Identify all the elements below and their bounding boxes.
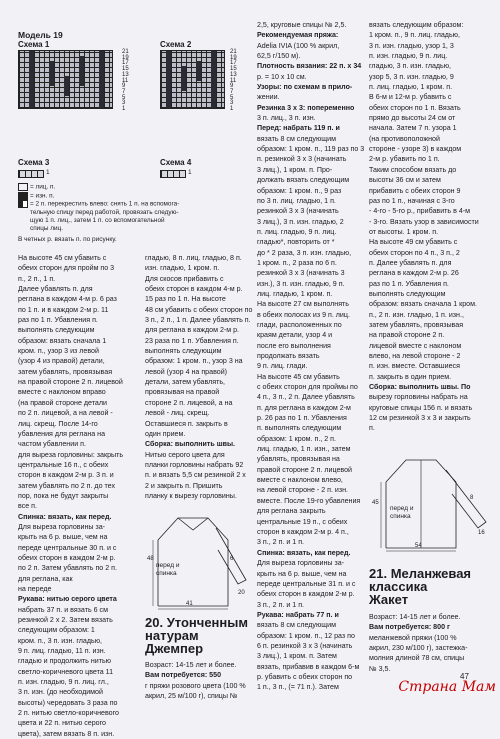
diagram-left-num-b: 6: [230, 556, 234, 562]
col3-line: Узоры: по схемам в прило-: [257, 83, 353, 92]
col1-line: 3 п. изн. (до необходимой: [18, 688, 103, 697]
row-number: 9: [230, 83, 234, 90]
col1-line: 9 п. лиц. гладью, 11 п. изн.: [18, 647, 106, 656]
col4-line: 12 см резинкой 3 х 3 и закрыть: [369, 414, 471, 423]
col4-line: обеих сторон по 1 п. Вязать: [369, 103, 461, 112]
col1-line: для выреза горловины: закрыть: [18, 450, 124, 459]
col4-line: круговые спицы 156 п. и вязать: [369, 403, 473, 412]
col3-line: р. = 10 х 10 см.: [257, 72, 307, 81]
article-21-intro: [369, 612, 467, 674]
col3b-line: р. убавить с обеих сторон по: [257, 673, 353, 682]
row-number: 5: [122, 94, 126, 101]
col2-line: левой (узор 4 на правой): [145, 367, 228, 376]
col3-line: центральные 19 п., с обеих: [257, 517, 348, 526]
col4-line: - 3-го. Вязать узор в зависимости: [369, 217, 479, 226]
row-number: 11: [230, 77, 237, 84]
col1-line: пор, пока не будут закрыты: [18, 491, 109, 500]
col3-line: на левой стороне - 2 п. изн.: [257, 486, 349, 495]
col2-line: Нитью серого цвета для: [145, 450, 225, 459]
scheme2-row-numbers: [230, 50, 237, 113]
col4-line: п.: [369, 424, 375, 433]
col1-line: лиц. скрещ. После 14-го: [18, 419, 98, 428]
pattern-diagram-right: [366, 452, 491, 552]
col2-line: изн. гладью, 1 кром. п.: [145, 264, 220, 273]
article-20-title-1: Утонченным: [166, 615, 248, 630]
legend-purl: = изн. п.: [30, 192, 55, 200]
row-number: 9: [122, 83, 126, 90]
col4-line: п. Далее убавлять п. для: [369, 258, 452, 267]
col1-line: по 1 п. и в каждом 2-м р. 11: [18, 305, 109, 314]
row-number: 17: [230, 60, 237, 67]
col4-line: Таким способом вязать до: [369, 165, 457, 174]
diagram-right-label-1: перед и: [390, 505, 414, 512]
col1-line: На высоте 45 см убавить с: [18, 254, 107, 262]
col4-line: на правой стороне 2 п.: [369, 331, 445, 340]
col3-line: в обеих полосах из 9 п. лиц.: [257, 310, 350, 319]
col1-line: по 2 п. лицевой, а на левой -: [18, 409, 113, 418]
col3-line: гладью*, повторить от *: [257, 238, 335, 247]
col2-line: один прием.: [145, 429, 186, 438]
col3-line: Рекомендуемая пряжа:: [257, 31, 339, 40]
diagram-left-label-1: перед и: [156, 562, 180, 569]
scheme-note: В четных р. вязать п. по рисунку.: [18, 236, 117, 243]
row-number: 7: [230, 88, 234, 95]
article-20-need: Вам потребуется: 550: [145, 671, 222, 680]
page-number: 47: [460, 672, 469, 681]
model-title: Модель 19: [18, 30, 63, 40]
col1-line: п. изн. гладью, 9 п. лиц. гл.,: [18, 678, 109, 687]
col4-line: прямо до высоты 24 см от: [369, 114, 456, 123]
watermark-logo: Страна Мам: [398, 679, 496, 695]
col2-line: 23 раза по 1 п. Убавления п.: [145, 336, 239, 345]
col4-line: На высоте 49 см убавить с: [369, 238, 458, 247]
col2-line: 2 и закрыть п. Пришить: [145, 481, 223, 490]
row-number: 7: [122, 88, 126, 95]
legend-knit: = лиц. п.: [30, 183, 56, 191]
col3-line: должать вязать следующим: [257, 176, 350, 185]
article-21-title-1: Меланжевая: [390, 566, 472, 581]
row-number: 11: [122, 77, 129, 84]
col1-line: резинкой 2 х 2. Затем вязать: [18, 616, 113, 625]
col3b-line: 6 п. резинкой 3 х 3 (начинать: [257, 642, 353, 651]
col4-line: высоты 36 см и затем: [369, 176, 441, 185]
col4-line: затем убавлять, провязывая: [369, 320, 464, 329]
col3-line: резинкой 3 х 3 (начинать: [257, 207, 339, 216]
col3-line: глади, расположенных по: [257, 320, 342, 329]
col4-line: стороне - узоре 3) в каждом: [369, 145, 462, 154]
col4-line: реглана в каждом 2-м р. 26: [369, 269, 459, 278]
article-21-need-2: меланжевой пряжи (100 %: [369, 633, 457, 642]
scheme3-label: Схема 3: [18, 158, 50, 167]
col1-line: на правой стороне 2 п. лицевой: [18, 378, 123, 387]
article-21-need-5: № 3,5.: [369, 664, 391, 673]
col4-line: 2-м р. убавить по 1 п.: [369, 155, 440, 164]
col3-line: лиц. гладью, 1 п. изн., затем: [257, 445, 351, 454]
knit-stitch-icon: [18, 183, 28, 191]
col1-line: кром. п., 3 п. изн. гладью,: [18, 636, 102, 645]
col1-line: крыть на 6 р. выше, чем на: [18, 533, 108, 542]
col2-line: 48 см убавить с обеих сторон по: [145, 305, 253, 314]
col3-line: 3 лиц.), 1 кром. п. Про-: [257, 165, 333, 174]
article-21-heading: [369, 567, 471, 606]
article-20-age: Возраст: 14-15 лет и более.: [145, 661, 237, 669]
diagram-right-num-b: 8: [470, 495, 474, 501]
article-20-number: 20.: [145, 615, 164, 630]
col1-line: по 2 п. Затем убавлять по 2 п.: [18, 564, 117, 573]
col4-line: (на противоположной: [369, 134, 440, 143]
col3b-line: обеих сторон в каждом 2-м р.: [257, 590, 355, 599]
row-number: 19: [230, 54, 237, 61]
col3-line: вместе. После 19-го убавления: [257, 496, 361, 505]
col3b-line: Рукава: набрать 77 п. и: [257, 611, 339, 620]
col4-line: узор 5, 3 п. изн. гладью, 9: [369, 72, 454, 81]
col3-line: р. 26 раз по 1 п. Убавления: [257, 414, 347, 423]
col1-line: вместе с наклоном вправо: [18, 388, 106, 397]
col3-line: продолжать вязать: [257, 352, 320, 360]
col1-line: п., 2 п., 1 п.: [18, 274, 56, 283]
col3-line: лиц. гладью, 1 кром. п.: [257, 289, 333, 298]
col3-line: до * 2 раза, 3 п. изн. гладью,: [257, 248, 352, 257]
diagram-right-num-a: 45: [372, 500, 379, 506]
col3-line: п. для реглана в каждом 2-м: [257, 403, 351, 412]
article-21-need-3: акрил, 230 м/100 г), застежка-: [369, 644, 468, 653]
col4-line: п. изн. гладью, 9 п. лиц.: [369, 52, 448, 61]
col1-line: цвета), затем вязать 8 п. изн.: [18, 729, 115, 738]
col2-line: провязывая на правой: [145, 388, 220, 397]
col3-line: образом: 1 кром. п., 9 раз: [257, 186, 342, 195]
col1-line: Для выреза горловины за-: [18, 522, 106, 531]
col1-line: затем убавлять по 2 п. до тех: [18, 481, 115, 490]
col3-line: Резинка 3 х 3: попеременно: [257, 103, 355, 112]
scheme1-label: Схема 1: [18, 40, 50, 49]
col1-line: кром. п., узор 3 из левой: [18, 347, 99, 356]
col1-line: набрать 37 п. и вязать 6 см: [18, 605, 108, 614]
col1-line: образом: вязать сначала 1: [18, 336, 107, 345]
cross-stitch-icon: [18, 200, 28, 208]
col3-line: 3 п., 2 п. и 1 п.: [257, 538, 305, 547]
col3b-line: 1 п., 3 п., (= 71 п.). Затем: [257, 683, 339, 692]
col1-line: убавления для реглана на: [18, 429, 106, 438]
col3-line: 4 п., 3 п., 2 п. Далее убавлять: [257, 393, 355, 402]
article-21-title-2: классика: [369, 579, 428, 594]
row-number: 3: [122, 100, 126, 107]
article-20-title-2: натурам: [145, 628, 199, 643]
row-number: 17: [122, 60, 129, 67]
col3b-line: Спинка: вязать, как перед.: [257, 549, 351, 557]
row-number: 13: [230, 71, 237, 78]
col3-line: Перед: набрать 119 п. и: [257, 124, 340, 133]
col1-line: гладью и продолжить нитью: [18, 657, 111, 666]
row-number: 3: [230, 100, 234, 107]
col3b-line: Для выреза горловины за-: [257, 559, 345, 568]
col3-line: вместе с наклоном влево,: [257, 476, 343, 485]
diagram-left-num-a: 48: [147, 556, 154, 562]
col3b-line: 3 лиц.), 1 кром. п. Затем: [257, 652, 337, 661]
col3b-line: вязать 8 см следующим: [257, 621, 336, 630]
col2-line: детали, затем убавлять,: [145, 378, 225, 387]
row-number: 1: [230, 106, 234, 113]
col3-line: для реглана закрыть: [257, 507, 326, 516]
column-1-text: [18, 253, 143, 739]
scheme1-grid: [18, 50, 113, 109]
col3-line: с обеих сторон для проймы по: [257, 383, 358, 392]
col3-line: по 3 п. лиц. гладью, 1 п.: [257, 196, 336, 205]
col1-line: для реглана, как: [18, 574, 73, 583]
col3-line: п. резинкой 3 х 3 (начинать: [257, 155, 347, 164]
col1-line: (узор 4 из правой) детали,: [18, 357, 105, 366]
col1-line: Рукава: нитью серого цвета: [18, 595, 117, 604]
col4-line: от высоты. 1 кром. п.: [369, 227, 439, 236]
row-number: 13: [122, 71, 129, 78]
col2-line: планки горловины набрать 92: [145, 460, 244, 469]
row-number: 19: [122, 54, 129, 61]
col3-line: образом: 1 кром. п., 2 п.: [257, 434, 336, 443]
col4-line: образом: вязать сначала 1 кром.: [369, 300, 477, 309]
row-number: 5: [230, 94, 234, 101]
col4-line: п. изн. вместе. Оставшиеся: [369, 362, 460, 371]
col1-line: на переде: [18, 585, 52, 593]
article-20-yarn-2: акрил, 25 м/100 г), спицы №: [145, 692, 238, 701]
row-number: 21: [230, 49, 237, 55]
col4-line: раз по 1 п. Убавления п.: [369, 279, 449, 288]
scheme2-label: Схема 2: [160, 40, 192, 49]
col4-line: прибавить с обеих сторон 9: [369, 186, 461, 195]
row-number: 15: [230, 66, 237, 73]
col2-line: 15 раз по 1 п. На высоте: [145, 295, 226, 304]
legend-cross-4: спицы лиц.: [30, 225, 63, 233]
scheme1-row-numbers: [122, 50, 129, 113]
column-3-text: [257, 20, 371, 548]
col3-line: Adelia IVIA (100 % акрил,: [257, 41, 340, 50]
col3b-line: крыть на 6 р. выше, чем на: [257, 569, 347, 578]
col3b-line: образом: 1 кром. п., 12 раз по: [257, 631, 355, 640]
col3-line: 62,5 г/150 м).: [257, 52, 301, 61]
col2-line: Оставшиеся п. закрыть в: [145, 419, 228, 428]
col1-line: реглана в каждом 4-м р. 6 раз: [18, 295, 117, 304]
col3-line: На высоте 27 см выполнять: [257, 300, 350, 309]
article-21-age: Возраст: 14-15 лет и более.: [369, 613, 461, 621]
col1-line: высоты) чередовать 3 раза по: [18, 698, 118, 707]
col2-line: образом: 1 кром. п., узор 3 на: [145, 357, 243, 366]
row-number: 1: [122, 106, 126, 113]
col3-line: 1 кром. п., 2 раза по 6 п.: [257, 258, 337, 267]
scheme2-grid: [160, 50, 225, 109]
col2-line: п. и вязать 5,5 см резинкой 2 х: [145, 471, 246, 480]
col3b-line: переде центральные 31 п. и с: [257, 580, 356, 589]
legend-cross-3: щую 1 п. лиц., затем 1 п. со вспомогательной: [30, 217, 165, 225]
col2-line: выполнять следующим: [145, 347, 222, 356]
col1-line: частом убавлении п.: [18, 440, 86, 449]
col4-line: п. закрыть в один прием.: [369, 372, 452, 381]
col1-line: Спинка: вязать, как перед.: [18, 512, 112, 521]
diagram-right-width: 54: [415, 543, 422, 549]
row-number: 21: [122, 49, 129, 55]
col2-line: планку к вырезу горловины.: [145, 491, 237, 500]
col1-line: выполнять следующим: [18, 326, 95, 335]
col4-line: обеих сторон по 4 п., 3 п., 2: [369, 248, 460, 257]
row-number: 15: [122, 66, 129, 73]
col3-line: На высоте 45 см убавить: [257, 372, 340, 381]
column-3-text-end: [257, 548, 371, 693]
col2-line: 3 п., 2 п., 1 п. Далее убавлять п.: [145, 316, 251, 325]
col1-line: сторон в каждом 2-м р. 3 п. и: [18, 471, 114, 480]
article-21-title-3: Жакет: [369, 592, 409, 607]
col4-line: п. лиц. гладью, 1 кром. п.: [369, 83, 453, 92]
scheme4-label: Схема 4: [160, 158, 192, 167]
scheme4-grid: [160, 170, 186, 178]
col1-line: Далее убавлять п. для: [18, 285, 93, 294]
col2-line: для реглана в каждом 2-м р.: [145, 326, 240, 335]
col4-line: лицевой вместе с наклоном: [369, 341, 462, 350]
diagram-left-sleeve: 20: [238, 590, 245, 596]
article-20-title-3: Джемпер: [145, 641, 204, 656]
scheme3-grid: [18, 170, 44, 178]
col1-line: все п.: [18, 502, 37, 511]
col1-line: цвета и 22 п. нитью серого: [18, 719, 106, 728]
col3-line: убавлять, провязывая на: [257, 455, 340, 464]
col4-line: вязать следующим образом:: [369, 21, 464, 29]
col2-line: левой - лиц. скрещ.: [145, 409, 210, 418]
col4-line: раз по 1 п., начиная с 3-го: [369, 196, 455, 205]
col4-line: гладью, 3 п. изн. гладью,: [369, 62, 452, 71]
col3b-line: 3 п., 2 п. и 1 п.: [257, 600, 305, 609]
diagram-left-width: 41: [186, 601, 193, 607]
col3-line: изн.), 3 п. изн. гладью, 9 п.: [257, 279, 345, 288]
col1-line: светло-коричневого цвета 11: [18, 667, 114, 676]
scheme3-row-number: 1: [46, 169, 50, 176]
col3-line: образом: 1 кром. п., 119 раз по 3: [257, 145, 365, 154]
col4-line: начала. Затем 7 п. узора 1: [369, 124, 457, 133]
column-2-text: [145, 253, 257, 501]
col2-line: стороне 2 п. лицевой, а на: [145, 398, 233, 407]
col1-line: раз по 1 п. Убавления п.: [18, 316, 98, 325]
col2-line: гладью, 8 п. лиц. гладью, 8 п.: [145, 254, 242, 262]
col4-line: Сборка: выполнить швы. По: [369, 383, 471, 392]
col4-line: - 4-го - 5-го р., прибавить в 4-м: [369, 207, 470, 216]
col3-line: п. выполнять следующим: [257, 424, 342, 433]
col4-line: влево, на левой стороне - 2: [369, 352, 461, 360]
col1-line: переде центральные 30 п. и с: [18, 543, 117, 552]
diagram-right-sleeve: 16: [478, 530, 485, 536]
col2-line: Сборка: выполнить швы.: [145, 440, 236, 449]
article-20-yarn-1: г пряжи розового цвета (100 %: [145, 681, 246, 690]
col1-line: следующим образом: 1: [18, 626, 95, 635]
col1-line: 2 п. нитью светло-коричневого: [18, 709, 119, 718]
col3-line: 9 п. лиц. глади.: [257, 362, 308, 371]
col3-line: сторон в каждом 2-м р. 4 п.,: [257, 527, 349, 536]
diagram-left-label-2: спинка: [156, 570, 177, 577]
article-20-heading: [145, 616, 248, 655]
col3-line: 3 п. лиц., 3 п. изн.: [257, 114, 316, 123]
article-20-intro: [145, 660, 246, 701]
col3-line: Плотность вязания: 22 п. х 34: [257, 62, 362, 71]
col2-line: Для скосов прибавить с: [145, 274, 224, 283]
col3-line: вязать 8 см следующим: [257, 134, 336, 143]
col1-line: центральные 16 п., с обеих: [18, 460, 109, 469]
col3-line: п. лиц. гладью, 9 п. лиц.: [257, 227, 337, 236]
col3-line: жении.: [257, 93, 280, 102]
purl-stitch-icon: [18, 192, 28, 200]
scheme-legend: [18, 183, 179, 233]
col3-line: краям детали, узор 4 и: [257, 331, 333, 340]
col1-line: обеих сторон в каждом 2-м р.: [18, 553, 116, 562]
col3-line: резинкой 3 х 3 (начинать 3: [257, 269, 345, 278]
legend-cross-2: тельную спицу перед работой, провязать следую-: [30, 209, 179, 217]
col4-line: выполнять следующим: [369, 289, 446, 298]
col3-line: правой стороне 2 п. лицевой: [257, 465, 353, 474]
col4-line: 1 кром. п., 9 п. лиц. гладью,: [369, 31, 460, 40]
col1-line: (на правой стороне детали: [18, 398, 107, 407]
col1-line: обеих сторон для пройм по 3: [18, 264, 115, 273]
col2-line: обеих сторон в каждом 4-м р.: [145, 285, 243, 294]
col3-line: 3 лиц.), 3 п. изн. гладью, 2: [257, 217, 344, 226]
col4-line: вырезу горловины набрать на: [369, 393, 468, 402]
column-4-text: [369, 20, 489, 434]
col4-line: п., 2 п. изн. гладью, 1 п. изн.,: [369, 310, 464, 319]
article-21-need-1: Вам потребуется: 800 г: [369, 623, 450, 632]
diagram-right-label-2: спинка: [390, 513, 411, 520]
scheme4-row-number: 1: [188, 169, 192, 176]
col1-line: затем убавлять, провязывая: [18, 367, 113, 376]
col3-line: после его выполнения: [257, 341, 331, 350]
article-21-number: 21.: [369, 566, 388, 581]
col4-line: 3 п. изн. гладью, узор 1, 3: [369, 41, 454, 50]
legend-cross-1: = 2 п. перекрестить влево: снять 1 п. на вспомога-: [30, 201, 180, 209]
article-21-need-4: молния длиной 78 см, спицы: [369, 654, 465, 663]
col3b-line: вязать, прибавив в каждом 6-м: [257, 662, 360, 671]
col3-line: 2,5, круговые спицы № 2,5.: [257, 21, 347, 29]
col4-line: В 6-м и 12-м р. убавить с: [369, 93, 452, 102]
